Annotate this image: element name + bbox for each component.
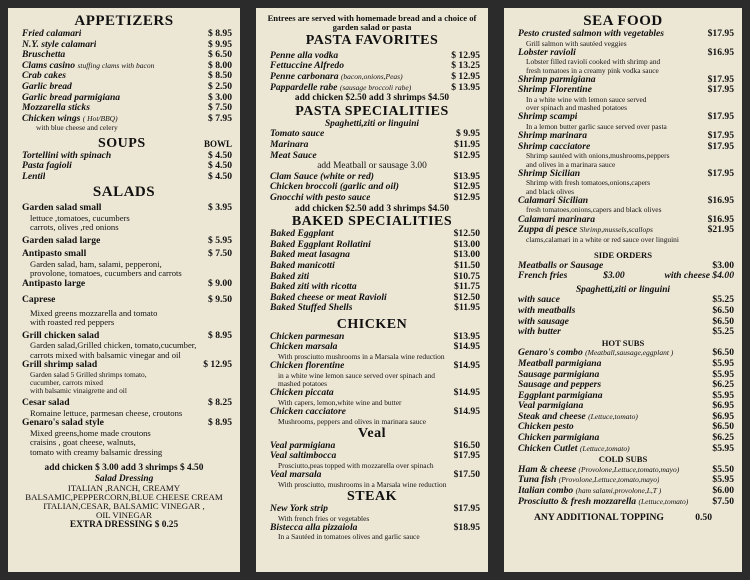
item-name: Ham & cheese (518, 464, 577, 475)
item-name: Baked ziti with ricotta (270, 282, 357, 293)
menu-item: Pesto crusted salmon with vegetables $17.95 (518, 28, 734, 39)
menu-item: Grill shrimp salad $ 12.95 (22, 359, 232, 371)
item-name: Baked meat lasagna (270, 250, 350, 261)
item-note: (Lettuce,tomato) (638, 496, 689, 506)
menu-item (256, 140, 488, 151)
item-price: $5.95 (712, 442, 734, 454)
item-name: Meat Sauce (270, 150, 317, 161)
item-name: Chicken pesto (518, 422, 574, 433)
item-name: Tomato sauce (270, 129, 325, 140)
item-description: Garden salad,Grilled chicken, tomato,cucumber, (30, 341, 197, 351)
item-name: Clam Sauce (white or red) (270, 171, 374, 182)
menu-item: Cesar salad $ 8.25 (22, 397, 232, 409)
item-price: $10.75 (453, 270, 480, 282)
menu-item: Shrimp parmigiana $17.95 (518, 73, 734, 85)
salads-heading: SALADS (92, 184, 156, 201)
hot-subs-heading: HOT SUBS (601, 337, 645, 348)
pasta-choice: Spaghetti,ziti or linguini (324, 118, 420, 129)
item-price: $11.95 (454, 138, 480, 150)
item-name: Baked ziti (270, 271, 310, 282)
menu-item: Shrimp cacciatore $17.95 (518, 140, 734, 152)
item-price: $ 6.50 (208, 49, 232, 61)
item-price: $ 9.95 (208, 38, 232, 50)
menu-item: Shrimp Sicilian $17.95 (518, 167, 734, 179)
menu-item (504, 370, 742, 381)
dressing-list: BALSAMIC,PEPPERCORN,BLUE CHEESE CREAM (25, 492, 223, 503)
bowl-label: BOWL (203, 138, 232, 149)
item-description: carrots, olives ,red onions (30, 223, 119, 233)
menu-item: Shrimp marinara $17.95 (518, 130, 734, 142)
item-name: Prosciutto & fresh mozzarella (518, 496, 637, 507)
item-price: $6.50 (712, 421, 734, 433)
item-name: Tuna fish (518, 475, 557, 486)
item-description: Mixed greens mozzarella and tomato (30, 308, 158, 318)
item-price: $5.95 (712, 357, 734, 369)
item-description: fresh tomatoes in a creamy pink vodka sauce (526, 66, 659, 75)
cold-subs-list (504, 465, 742, 507)
dressing-list: ITALIAN,CESAR, BALSAMIC VINEGAR , (43, 501, 205, 512)
side-pasta-list (504, 295, 742, 337)
item-name: with sausage (518, 316, 569, 327)
item-price: $6.00 (712, 485, 734, 497)
item-name: Bruschetta (22, 50, 66, 61)
menu-item: Meatballs or Sausage $3.00 (518, 259, 734, 271)
menu-panel-middle (256, 8, 488, 572)
item-description: and olives in a marinara sauce (526, 160, 616, 169)
menu-item: Antipasto large $ 9.00 (22, 277, 232, 289)
item-name: Marinara (270, 139, 309, 150)
item-price: $ 13.95 (451, 81, 480, 93)
hot-subs-list (504, 348, 742, 454)
menu-item (504, 465, 742, 476)
item-note: (ham salami,provolone,L,T ) (575, 486, 662, 496)
pasta-specialities-list (256, 129, 488, 161)
item-name: Baked Eggplant Rollatini (270, 239, 371, 250)
item-price: $13.00 (453, 249, 480, 261)
item-name: Lentil (22, 171, 46, 182)
menu-item: Garden salad small $ 3.95 (22, 202, 232, 214)
item-description: With prosciutto, mushrooms in a Marsala wine reduction (278, 480, 447, 489)
item-price: $12.95 (453, 191, 480, 203)
item-name: Gnocchi with pesto sauce (270, 192, 371, 203)
menu-item (8, 103, 240, 114)
menu-item (8, 93, 240, 104)
item-price: $ 12.95 (451, 71, 480, 82)
baked-heading: BAKED SPECIALITIES (291, 214, 453, 230)
item-description: Garden salad, ham, salami, pepperoni, (30, 259, 162, 269)
menu-item: Chicken cacciatore $14.95 (270, 406, 480, 418)
menu-item (8, 151, 240, 162)
item-name: Eggplant parmigiana (518, 390, 603, 401)
item-description: fresh tomatoes,onions,capers and black olives (526, 206, 662, 215)
item-name: Penne alla vodka (270, 50, 339, 61)
menu-item: Calamari marinara $16.95 (518, 213, 734, 225)
item-price: $12.95 (453, 149, 480, 161)
soups-list (8, 151, 240, 183)
item-price: $12.50 (453, 291, 480, 303)
menu-item: Garden salad large $ 5.95 (22, 234, 232, 246)
item-note: (Provolone,Lettuce,tomato,mayo) (578, 464, 680, 474)
menu-item: Genaro's salad style $ 8.95 (22, 417, 232, 429)
item-description: Shrimp with fresh tomatoes,onions,capers (526, 179, 651, 188)
side-orders-heading: SIDE ORDERS (593, 249, 653, 260)
item-description: Mushrooms, peppers and olives in marinara sauce (278, 417, 426, 426)
item-price: $ 9.95 (456, 128, 480, 140)
menu-item: Zuppa di pesce Shrimp,mussels,scallops $21.95 (518, 224, 734, 236)
item-price: $ 4.50 (208, 170, 232, 182)
menu-item (504, 475, 742, 486)
item-description: In a Sautéed in tomatoes olives and garlic sauce (278, 533, 420, 542)
pasta-fav-addons: add chicken $2.50 add 3 shrimps $4.50 (294, 93, 450, 104)
menu-item (504, 359, 742, 370)
item-description: Garden salad 5 Grilled shrimps tomato, (30, 370, 147, 379)
item-price: $ 7.50 (208, 102, 232, 114)
item-price: $ 13.25 (451, 60, 480, 72)
item-name: Garlic bread parmigiana (22, 92, 121, 103)
menu-item: Calamari Sicilian $16.95 (518, 194, 734, 206)
menu-item (504, 401, 742, 412)
meatball-addon: add Meatball or sausage 3.00 (317, 161, 427, 172)
item-price: $ 4.50 (208, 160, 232, 172)
item-price: $ 12.95 (451, 49, 480, 61)
dressing-list: ITALIAN ,RANCH, CREAMY (67, 483, 181, 494)
item-price: $5.95 (712, 474, 734, 486)
item-name: Steak and cheese (518, 411, 586, 422)
item-name: Chicken broccoli (garlic and oil) (270, 182, 399, 193)
item-price: $7.50 (712, 495, 734, 507)
menu-item: Veal marsala $17.50 (270, 469, 480, 481)
item-description: mashed potatoes (278, 380, 328, 389)
chicken-heading: CHICKEN (336, 316, 408, 332)
cold-subs-heading: COLD SUBS (598, 454, 648, 465)
item-description: In a white wine with lemon sauce served (526, 95, 647, 104)
item-name: Sausage and peppers (518, 380, 602, 391)
menu-item: Chicken parmesan $13.95 (270, 330, 480, 342)
menu-item (256, 83, 488, 94)
item-price: $11.95 (454, 302, 480, 314)
item-description: With prosciutto mushrooms in a Marsala wine reduction (278, 353, 445, 362)
item-name: Sausage parmigiana (518, 369, 600, 380)
menu-item: Grill chicken salad $ 8.95 (22, 329, 232, 341)
item-price: $5.25 (712, 294, 734, 306)
item-description: and black olives (526, 187, 575, 196)
menu-item: Antipasto small $ 7.50 (22, 248, 232, 260)
menu-item (504, 380, 742, 391)
menu-item: Shrimp scampi $17.95 (518, 111, 734, 123)
item-description: craisins , goat cheese, walnuts, (30, 438, 136, 448)
item-description: Grill salmon with sautéed veggies (526, 39, 627, 48)
menu-item: New York strip $17.95 (270, 503, 480, 515)
item-name: Baked Stuffed Shells (270, 303, 353, 314)
item-name: Chicken wings (22, 113, 81, 124)
item-price: $ 3.00 (208, 91, 232, 103)
side-pasta-choice: Spaghetti,ziti or linguini (575, 284, 671, 295)
item-name: Fettuccine Alfredo (270, 61, 344, 72)
menu-item: Bistecca alla pizzaiola $18.95 (270, 521, 480, 533)
seafood-heading: SEA FOOD (583, 13, 663, 29)
item-price: $13.00 (453, 238, 480, 250)
menu-item (504, 486, 742, 497)
item-description: cucumber, carrots mixed (30, 378, 103, 387)
menu-item (8, 114, 240, 125)
dressing-heading: Salad Dressing (94, 473, 154, 484)
pasta-spec-addons: add chicken $2.50 add 3 shrimps $4.50 (294, 203, 450, 214)
item-name: with sauce (518, 295, 560, 306)
item-name: Tortellini with spinach (22, 150, 112, 161)
item-name: Genaro's combo (518, 348, 583, 359)
item-price: $6.50 (712, 304, 734, 316)
menu-item (504, 422, 742, 433)
menu-item (256, 261, 488, 272)
item-description: in a white wine lemon sauce served over spinach and (278, 371, 435, 380)
item-name: with meatballs (518, 305, 576, 316)
item-note: (Provolone,Lettuce,tomato,mayo) (558, 475, 660, 485)
item-price: $13.95 (453, 170, 480, 182)
menu-panel-right (504, 8, 742, 572)
item-description: tomato with creamy balsamic dressing (30, 447, 163, 457)
menu-item (504, 391, 742, 402)
pasta-favorites-list (256, 51, 488, 93)
menu-item (504, 295, 742, 306)
menu-item (504, 317, 742, 328)
item-description: With french fries or vegetables (278, 514, 370, 523)
item-note: (Meatball,sausage,eggplant ) (585, 348, 674, 358)
menu-item (256, 193, 488, 204)
item-price: $ 8.00 (208, 59, 232, 71)
item-name: Pappardelle rabe (270, 82, 338, 93)
item-name: Fried calamari (22, 29, 82, 39)
menu-item: Lobster ravioli $16.95 (518, 46, 734, 58)
item-description: clams,calamari in a white or red sauce over linguini (526, 235, 679, 244)
item-price: $ 7.95 (208, 112, 232, 124)
item-price: $5.25 (712, 326, 734, 338)
menu-item (504, 412, 742, 423)
item-price: $5.95 (712, 368, 734, 380)
steak-heading: STEAK (347, 489, 397, 505)
item-description: Shrimp sautéed with onions,mushrooms,peppers (526, 152, 670, 161)
item-price: $6.25 (712, 432, 734, 444)
salad-addons: add chicken $ 3.00 add 3 shrimps $ 4.50 (44, 463, 204, 474)
item-description: Romaine lettuce, parmesan cheese, croutons (30, 408, 183, 418)
item-description: In a lemon butter garlic sauce served over pasta (526, 122, 667, 131)
menu-item (8, 161, 240, 172)
item-description: over spinach and mashed potatoes (526, 104, 627, 113)
additional-topping: ANY ADDITIONAL TOPPING 0.50 (534, 512, 712, 524)
item-price: $5.95 (712, 389, 734, 401)
item-name: Penne carbonara (270, 72, 339, 82)
item-price: $6.50 (712, 315, 734, 327)
item-price: $6.25 (712, 379, 734, 391)
item-name: Pasta fagioli (22, 161, 72, 172)
item-description: carrots mixed with balsamic vinegar and oil (30, 350, 181, 360)
item-name: N.Y. style calamari (22, 39, 97, 50)
menu-item: Caprese $ 9.50 (22, 294, 232, 306)
item-description: Mixed greens,home made croutons (30, 428, 151, 438)
menu-item: Veal parmigiana $16.50 (270, 439, 480, 451)
item-name: Clams casino (22, 60, 76, 71)
menu-item (256, 72, 488, 83)
menu-item (8, 50, 240, 61)
pasta-specialities-heading: PASTA SPECIALITIES (295, 103, 449, 119)
item-description: with roasted red peppers (30, 318, 115, 328)
menu-item: Veal saltimbocca $17.95 (270, 450, 480, 462)
menu-item: French fries $3.00 with cheese $4.00 (518, 270, 734, 282)
item-note: ( Hot/BBQ) (82, 113, 118, 123)
menu-item (8, 61, 240, 72)
menu-item (504, 497, 742, 508)
item-description: With capers, lemon,white wine and butter (278, 398, 402, 407)
item-name: Chicken Cutlet (518, 443, 578, 454)
item-price: $11.50 (454, 259, 480, 271)
menu-item: Chicken marsala $14.95 (270, 341, 480, 353)
item-price: $ 8.95 (208, 28, 232, 39)
item-name: with butter (518, 327, 561, 338)
item-price: $11.75 (454, 281, 480, 293)
item-price: $6.95 (712, 410, 734, 422)
appetizers-heading: APPETIZERS (74, 13, 174, 29)
menu-item (8, 40, 240, 51)
menu-item (504, 327, 742, 338)
soups-header (8, 136, 240, 151)
menu-item (8, 29, 240, 40)
menu-item (504, 433, 742, 444)
item-price: $6.50 (712, 347, 734, 359)
item-description: lettuce ,tomatoes, cucumbers (30, 213, 130, 223)
item-price: $12.95 (453, 181, 480, 193)
item-description: Lobster filled ravioli cooked with shrimp and (526, 58, 661, 67)
baked-list (256, 229, 488, 314)
item-price: $ 2.50 (208, 80, 232, 92)
wings-description: with blue cheese and celery (36, 124, 118, 133)
menu-item (8, 71, 240, 82)
pasta-specialities-list-2 (256, 172, 488, 204)
item-name: Crab cakes (22, 71, 66, 82)
menu-item: Shrimp Florentine $17.95 (518, 84, 734, 96)
menu-item: Chicken piccata $14.95 (270, 387, 480, 399)
veal-heading: Veal (358, 425, 386, 441)
menu-item: Chicken florentine $14.95 (270, 360, 480, 372)
item-description: Prosciutto,peas topped with mozzarella over spinach (278, 462, 434, 471)
item-note: (Lettuce,tomato) (588, 411, 638, 421)
item-note: (Lettuce,tomato) (579, 443, 630, 453)
pasta-favorites-heading: PASTA FAVORITES (305, 32, 439, 48)
soups-heading: SOUPS (98, 135, 146, 151)
item-name: Mozzarella sticks (22, 103, 90, 114)
menu-item (504, 348, 742, 359)
entrees-intro: Entrees are served with homemade bread and a choice of garden salad or pasta (267, 13, 477, 33)
item-description: with balsamic vinaigrette and oil (30, 387, 127, 396)
item-price: $ 4.50 (208, 149, 232, 161)
extra-dressing: EXTRA DRESSING $ 0.25 (69, 520, 179, 531)
item-price: $12.50 (453, 228, 480, 240)
item-note: (bacon,onions,Peas) (340, 72, 403, 81)
item-price: $5.50 (712, 463, 734, 475)
item-name: Baked manicotti (270, 260, 335, 271)
item-name: Garlic bread (22, 81, 72, 92)
menu-item (8, 172, 240, 183)
item-note: stuffing clams with bacon (77, 60, 155, 70)
menu-item (504, 306, 742, 317)
item-name: Chicken parmigiana (518, 433, 600, 444)
item-price: $6.95 (712, 400, 734, 412)
item-name: Veal parmigiana (518, 401, 584, 412)
item-name: Baked cheese or meat Ravioli (270, 292, 387, 303)
appetizers-list (8, 29, 240, 124)
item-note: (sausage broccoli rabe) (339, 82, 412, 92)
item-name: Italian combo (518, 486, 574, 497)
menu-panel-left (8, 8, 240, 572)
menu-item (256, 151, 488, 162)
menu-item (8, 82, 240, 93)
item-description: provolone, tomatoes, cucumbers and carrots (30, 269, 182, 279)
item-name: Baked Eggplant (270, 229, 334, 240)
item-name: Meatball parmigiana (518, 358, 602, 369)
menu-item (256, 303, 488, 314)
menu-item (504, 444, 742, 455)
dressing-list: OIL VINEGAR (96, 510, 152, 521)
item-price: $ 8.50 (208, 70, 232, 82)
